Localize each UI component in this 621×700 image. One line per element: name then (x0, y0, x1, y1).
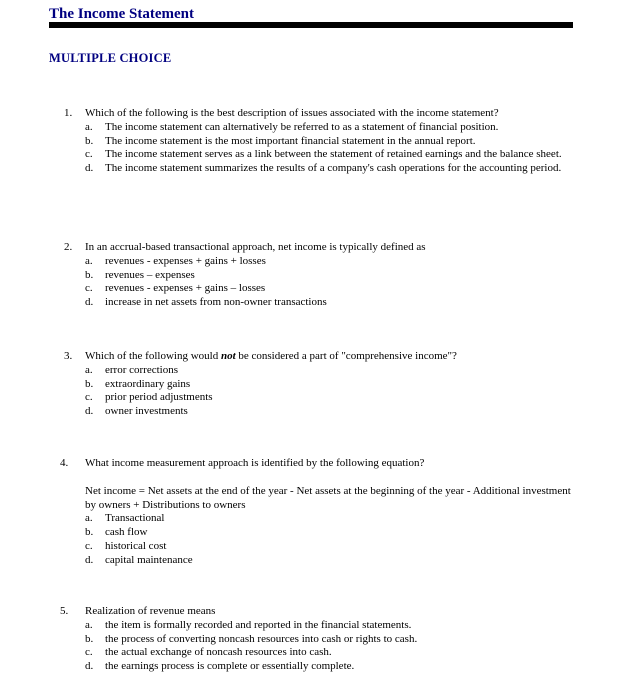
option-letter: a. (85, 512, 93, 525)
option-text: the actual exchange of noncash resources into cash. (105, 646, 332, 659)
option-d[interactable] (64, 296, 574, 310)
option-letter: b. (85, 268, 94, 281)
option-text: Transactional (105, 512, 165, 525)
option-c[interactable] (64, 282, 574, 296)
question-2 (64, 241, 574, 310)
option-text: The income statement is the most important financial statement in the annual report. (105, 134, 476, 147)
option-text: historical cost (105, 539, 167, 552)
option-letter: a. (85, 363, 93, 376)
question-stem: In an accrual-based transactional approach, net income is typically defined as (85, 241, 426, 253)
option-d[interactable] (60, 554, 574, 568)
option-c[interactable] (64, 391, 574, 405)
question-number: 4. (60, 457, 69, 469)
question-number: 5. (60, 605, 69, 617)
question-stem: Which of the following is the best description of issues associated with the income statement? (85, 107, 499, 119)
option-c[interactable] (64, 148, 574, 162)
option-d[interactable] (64, 162, 574, 176)
option-a[interactable] (64, 121, 574, 135)
option-letter: c. (85, 391, 93, 404)
option-letter: b. (85, 526, 94, 539)
question-stem (85, 350, 574, 364)
question-4 (60, 457, 574, 568)
option-text: the item is formally recorded and reported in the financial statements. (105, 618, 412, 631)
option-a[interactable] (60, 512, 574, 526)
option-letter: d. (85, 553, 94, 566)
option-letter: b. (85, 134, 94, 147)
option-d[interactable] (60, 660, 574, 674)
option-a[interactable] (60, 619, 574, 633)
option-c[interactable] (60, 646, 574, 660)
option-letter: b. (85, 377, 94, 390)
question-number: 1. (64, 107, 73, 119)
option-letter: d. (85, 162, 94, 175)
option-text: capital maintenance (105, 553, 193, 566)
option-letter: d. (85, 296, 94, 309)
option-b[interactable] (64, 269, 574, 283)
option-text: cash flow (105, 526, 148, 539)
option-letter: c. (85, 539, 93, 552)
option-text: owner investments (105, 405, 188, 418)
title-rule (49, 22, 573, 28)
option-text: prior period adjustments (105, 391, 213, 404)
option-text: the earnings process is complete or essentially complete. (105, 660, 355, 673)
option-b[interactable] (60, 633, 574, 647)
question-5 (60, 605, 574, 674)
stem-part-before: Which of the following would (85, 350, 221, 362)
option-text: revenues – expenses (105, 268, 195, 281)
option-letter: d. (85, 660, 94, 673)
option-text: The income statement summarizes the results of a company's cash operations for the accounting period. (105, 162, 562, 175)
option-letter: a. (85, 618, 93, 631)
question-1 (64, 107, 574, 176)
option-d[interactable] (64, 405, 574, 419)
equation-text: Net income = Net assets at the end of the year - Net assets at the beginning of the year - Additional investment by owners + Distributions to owners (85, 484, 571, 511)
question-number: 3. (64, 350, 73, 362)
option-text: The income statement serves as a link between the statement of retained earnings and the balance sheet. (105, 148, 562, 161)
option-text: The income statement can alternatively be referred to as a statement of financial position. (105, 120, 499, 133)
question-stem: What income measurement approach is identified by the following equation? (85, 457, 425, 469)
option-letter: a. (85, 254, 93, 267)
option-text: error corrections (105, 363, 178, 376)
option-b[interactable] (64, 378, 574, 392)
option-text: the process of converting noncash resources into cash or rights to cash. (105, 632, 418, 645)
option-text: revenues - expenses + gains – losses (105, 282, 266, 295)
option-text: increase in net assets from non-owner transactions (105, 296, 327, 309)
question-stem: Realization of revenue means (85, 605, 216, 617)
option-c[interactable] (60, 540, 574, 554)
stem-part-after: be considered a part of "comprehensive income"? (235, 350, 457, 362)
document-title: The Income Statement (49, 6, 194, 22)
option-a[interactable] (64, 364, 574, 378)
option-letter: d. (85, 405, 94, 418)
section-heading: MULTIPLE CHOICE (49, 51, 172, 65)
option-letter: c. (85, 148, 93, 161)
option-text: revenues - expenses + gains + losses (105, 254, 266, 267)
option-b[interactable] (64, 135, 574, 149)
stem-emphasis: not (220, 350, 236, 362)
option-a[interactable] (64, 255, 574, 269)
question-number: 2. (64, 241, 73, 253)
option-letter: b. (85, 632, 94, 645)
option-letter: c. (85, 282, 93, 295)
option-b[interactable] (60, 526, 574, 540)
option-letter: c. (85, 646, 93, 659)
option-letter: a. (85, 120, 93, 133)
question-3 (64, 350, 574, 419)
option-text: extraordinary gains (105, 377, 191, 390)
